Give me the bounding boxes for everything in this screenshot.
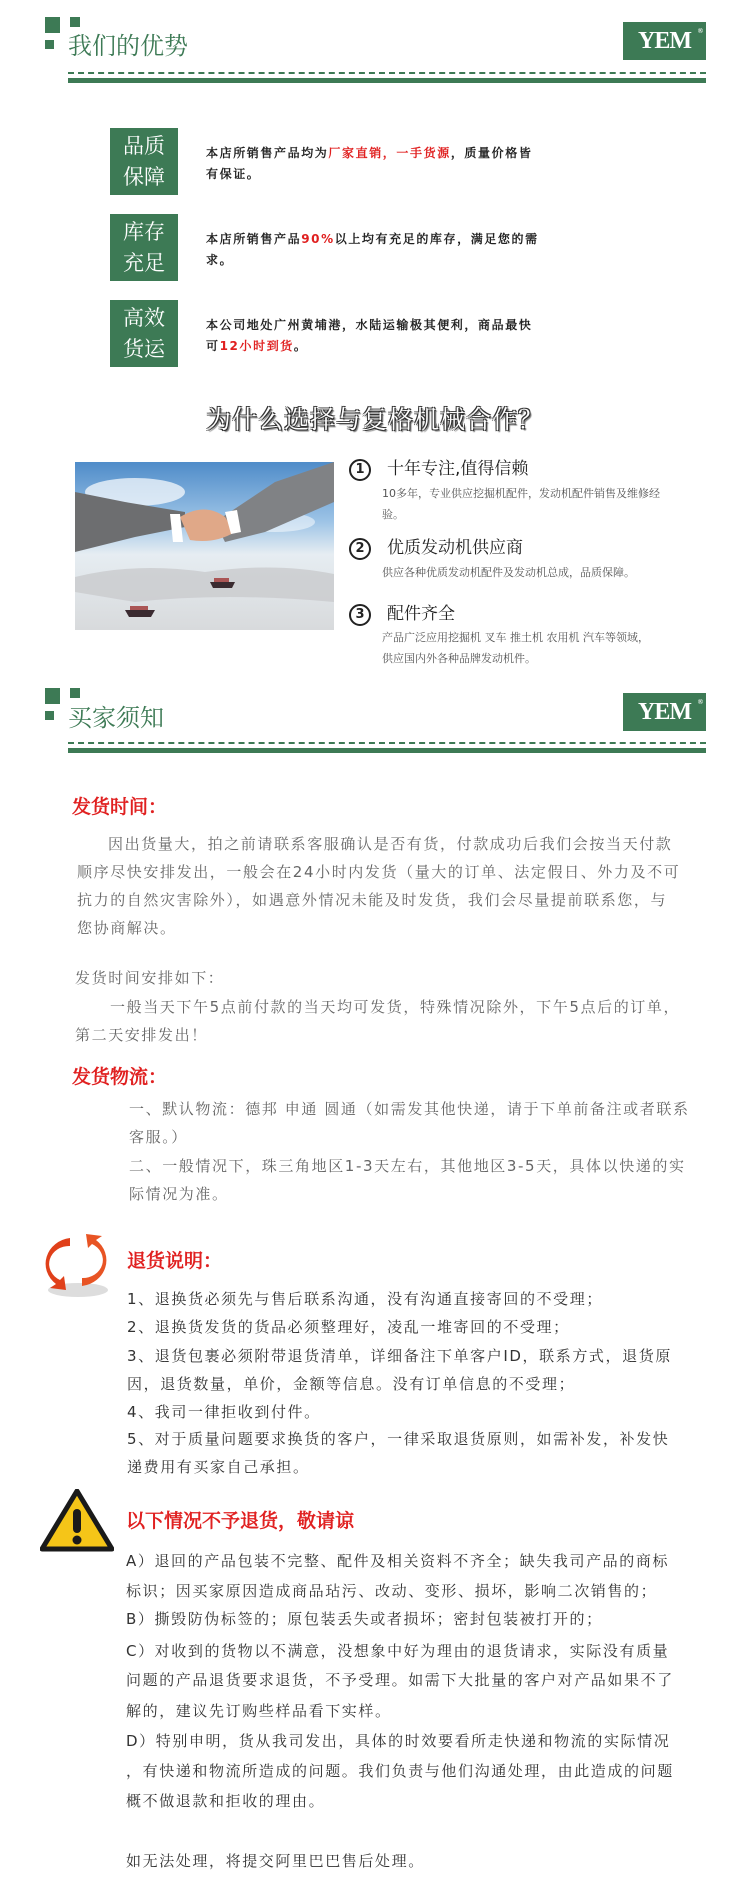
decor-square: [45, 40, 54, 49]
text-line: C）对收到的货物以不满意，没想象中好为理由的退货请求，实际没有质量: [126, 1642, 670, 1660]
text-line: D）特别申明，货从我司发出，具体的时效要看所走快递和物流的实际情况: [126, 1732, 671, 1750]
number-3-icon: 3: [349, 604, 371, 626]
text-line: 您协商解决。: [77, 919, 177, 937]
divider-bar: [68, 748, 706, 753]
why-item-desc: 产品广泛应用挖掘机 叉车 推土机 农用机 汽车等领域， 供应国内外各种品牌发动机件。: [382, 631, 649, 665]
decor-square: [45, 688, 60, 704]
decor-square: [70, 17, 80, 27]
why-item-title: 配件齐全: [387, 604, 455, 624]
brand-logo: YEM ®: [623, 693, 706, 731]
text-line: 顺序尽快安排发出，一般会在24小时内发货（量大的订单、法定假日、外力及不可: [77, 863, 681, 881]
advantage-text: 本公司地处广州黄埔港，水陆运输极其便利，商品最快 可12小时到货。: [206, 318, 533, 353]
warning-icon: [40, 1489, 114, 1553]
text-line: 第二天安排发出！: [75, 1026, 208, 1044]
why-item-desc: 供应各种优质发动机配件及发动机总成，品质保障。: [382, 566, 635, 579]
text-line: 5、对于质量问题要求换货的客户，一律采取退货原则，如需补发，补发快: [127, 1430, 670, 1448]
handshake-photo: [75, 462, 334, 630]
no-return-heading: 以下情况不予退货，敬请谅: [126, 1510, 355, 1532]
decor-square: [45, 17, 60, 33]
advantage-text: 本店所销售产品90%以上均有充足的库存，满足您的需 求。: [206, 232, 539, 267]
divider-dashed: [68, 72, 706, 74]
logistics-heading: 发货物流：: [72, 1066, 168, 1088]
text-line: 一般当天下午5点前付款的当天均可发货，特殊情况除外，下午5点后的订单，: [110, 998, 681, 1016]
text-line: ，有快递和物流所造成的问题。我们负责与他们沟通处理，由此造成的问题: [126, 1762, 674, 1780]
text-line: 3、退货包裹必须附带退货清单，详细备注下单客户ID，联系方式，退货原: [127, 1347, 672, 1365]
text-line: 1、退换货必须先与售后联系沟通，没有沟通直接寄回的不受理；: [127, 1290, 603, 1308]
text-line: 解的，建议先订购些样品看下实样。: [126, 1702, 392, 1720]
why-item-title: 十年专注,值得信赖: [387, 459, 529, 479]
decor-square: [70, 688, 80, 698]
badge-stock: 库存 充足: [110, 214, 178, 281]
text-line: 客服。）: [129, 1128, 188, 1146]
section-title: 买家须知: [68, 704, 164, 732]
divider-bar: [68, 78, 706, 83]
text-line: 标识；因买家原因造成商品玷污、改动、变形、损坏，影响二次销售的；: [126, 1582, 658, 1600]
text-line: 抗力的自然灾害除外），如遇意外情况未能及时发货，我们会尽量提前联系您，与: [77, 891, 668, 909]
badge-quality: 品质 保障: [110, 128, 178, 195]
why-item-desc: 10多年，专业供应挖掘机配件，发动机配件销售及维修经 验。: [382, 487, 660, 521]
divider-dashed: [68, 742, 706, 744]
decor-square: [45, 711, 54, 720]
text-line: A）退回的产品包装不完整、配件及相关资料不齐全；缺失我司产品的商标: [126, 1552, 670, 1570]
text-line: 递费用有买家自己承担。: [127, 1458, 310, 1476]
text-line: 概不做退款和拒收的理由。: [126, 1792, 326, 1810]
footer-note: 如无法处理，将提交阿里巴巴售后处理。: [126, 1852, 425, 1870]
number-2-icon: 2: [349, 538, 371, 560]
schedule-label: 发货时间安排如下：: [75, 969, 225, 987]
text-line: 二、一般情况下，珠三角地区1-3天左右，其他地区3-5天，具体以快递的实: [129, 1157, 686, 1175]
brand-logo: YEM ®: [623, 22, 706, 60]
text-line: 4、我司一律拒收到付件。: [127, 1403, 321, 1421]
number-1-icon: 1: [349, 459, 371, 481]
text-line: 问题的产品退货要求退货，不予受理。如需下大批量的客户对产品如果不了: [126, 1671, 674, 1689]
text-line: B）撕毁防伪标签的；原包装丢失或者损坏；密封包装被打开的；: [126, 1610, 603, 1628]
why-item-title: 优质发动机供应商: [387, 538, 523, 558]
text-line: 际情况为准。: [129, 1185, 229, 1203]
refresh-arrows-icon: [36, 1232, 116, 1300]
returns-heading: 退货说明：: [127, 1250, 223, 1272]
why-title: 为什么选择与复格机械合作？: [205, 405, 544, 434]
text-line: 一、默认物流：德邦 申通 圆通（如需发其他快递，请于下单前备注或者联系: [129, 1100, 690, 1118]
ship-time-heading: 发货时间：: [72, 796, 168, 818]
section-title: 我们的优势: [68, 32, 188, 60]
text-line: 因出货量大，拍之前请联系客服确认是否有货，付款成功后我们会按当天付款: [108, 835, 673, 853]
text-line: 2、退换货发货的货品必须整理好，凌乱一堆寄回的不受理；: [127, 1318, 570, 1336]
badge-shipping: 高效 货运: [110, 300, 178, 367]
text-line: 因，退货数量，单价，金额等信息。没有订单信息的不受理；: [127, 1375, 576, 1393]
advantage-text: 本店所销售产品均为厂家直销，一手货源，质量价格皆 有保证。: [206, 146, 533, 181]
